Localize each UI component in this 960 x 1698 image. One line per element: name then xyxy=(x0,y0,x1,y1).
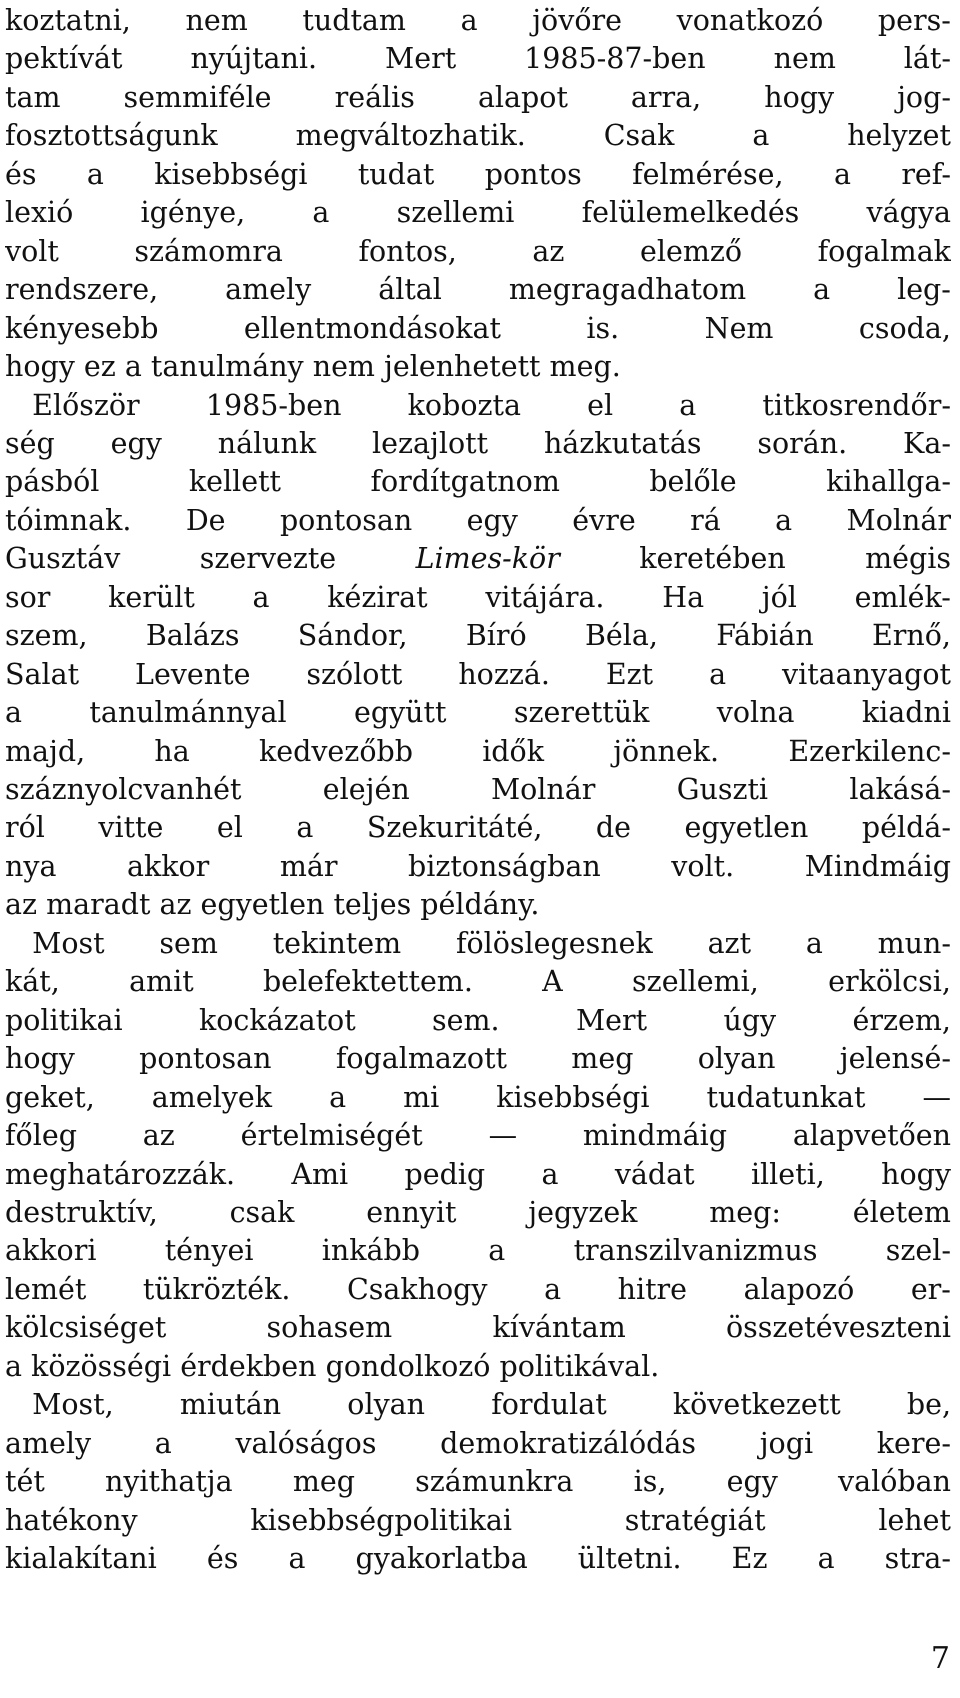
word: lát- xyxy=(903,42,951,76)
text-line xyxy=(5,117,951,155)
word: amelyek xyxy=(151,1080,273,1114)
word: olyan xyxy=(347,1388,426,1422)
word: egy xyxy=(466,503,518,537)
text-line xyxy=(5,540,951,578)
word: valóban xyxy=(838,1465,951,1499)
word: együtt xyxy=(353,696,447,730)
word: Ha xyxy=(662,580,705,614)
word: Levente xyxy=(135,657,251,691)
text-line xyxy=(5,579,951,617)
word: De xyxy=(185,503,226,537)
word: illeti, xyxy=(750,1157,825,1191)
word: Salat xyxy=(5,657,80,691)
word: csoda, xyxy=(858,311,951,345)
text-line xyxy=(5,1348,951,1386)
word: kisebbségpolitikai xyxy=(250,1503,512,1537)
word: a xyxy=(460,4,478,37)
word: nem xyxy=(773,42,836,76)
word: Ezerkilenc- xyxy=(788,734,951,768)
word: Limes-kör xyxy=(415,542,560,576)
word: belefektettem. xyxy=(262,965,473,999)
word: lezajlott xyxy=(372,426,489,460)
text-line xyxy=(5,1040,951,1078)
text-line xyxy=(5,963,951,1001)
word: Béla, xyxy=(584,619,658,653)
word: akkori xyxy=(5,1234,97,1268)
word: pedig xyxy=(404,1157,486,1191)
word: pontosan xyxy=(279,503,413,537)
word: is. xyxy=(586,311,620,345)
word: szólott xyxy=(306,657,403,691)
word: a xyxy=(709,657,727,691)
word: olyan xyxy=(697,1042,776,1076)
text-line xyxy=(5,194,951,232)
word: Nem xyxy=(704,311,774,345)
word: sem. xyxy=(432,1003,500,1037)
word: és xyxy=(206,1542,239,1575)
word: a xyxy=(329,1080,347,1114)
word: kiadni xyxy=(861,696,951,730)
text-line xyxy=(5,2,951,40)
word: idők xyxy=(482,734,544,768)
text-line xyxy=(5,771,951,809)
word: hatékony xyxy=(5,1503,138,1537)
word: kézirat xyxy=(327,580,428,614)
word: gyakorlatba xyxy=(355,1542,528,1575)
text-line xyxy=(5,1540,951,1578)
word: meg: xyxy=(709,1195,781,1229)
word: nya xyxy=(5,849,57,883)
word: lemét xyxy=(5,1272,87,1306)
text-line xyxy=(5,233,951,271)
word: Most, xyxy=(5,1388,114,1422)
word: a xyxy=(312,196,330,230)
word: a xyxy=(541,1157,559,1191)
text-line xyxy=(5,886,951,924)
word: jog- xyxy=(897,80,951,114)
text-line xyxy=(5,1271,951,1309)
word: úgy xyxy=(723,1003,777,1037)
word: pers- xyxy=(877,4,951,37)
text-line xyxy=(5,1386,951,1424)
word: 1985-87-ben xyxy=(524,42,706,76)
text-line xyxy=(5,271,951,309)
word: helyzet xyxy=(847,119,951,153)
line-text: hogy ez a tanulmány nem jelenhetett meg. xyxy=(5,350,621,384)
word: inkább xyxy=(321,1234,420,1268)
word: fogalmak xyxy=(817,234,951,268)
word: kockázatot xyxy=(198,1003,356,1037)
text-line xyxy=(5,1463,951,1501)
word: tudtam xyxy=(302,4,406,37)
word: alapvetően xyxy=(792,1119,951,1153)
word: csak xyxy=(229,1195,295,1229)
word: sor xyxy=(5,580,51,614)
word: lehet xyxy=(878,1503,951,1537)
text-line xyxy=(5,1502,951,1540)
word: Ezt xyxy=(605,657,654,691)
word: a xyxy=(544,1272,562,1306)
word: meghatározzák. xyxy=(5,1157,236,1191)
word: Gusztáv xyxy=(5,542,121,576)
word: a xyxy=(775,503,793,537)
text-line xyxy=(5,425,951,463)
word: er- xyxy=(910,1272,951,1306)
word: kényesebb xyxy=(5,311,159,345)
word: demokratizálódás xyxy=(440,1426,697,1460)
word: ellentmondásokat xyxy=(243,311,501,345)
word: ennyit xyxy=(366,1195,457,1229)
word: el xyxy=(216,811,243,845)
line-text: a közösségi érdekben gondolkozó politikával. xyxy=(5,1349,660,1383)
word: Bíró xyxy=(465,619,527,653)
word: be, xyxy=(906,1388,951,1422)
word: meg xyxy=(292,1465,355,1499)
word: a xyxy=(488,1234,506,1268)
word: példá- xyxy=(861,811,951,845)
word: Szekuritáté, xyxy=(366,811,543,845)
word: jelensé- xyxy=(839,1042,951,1076)
word: vitte xyxy=(98,811,164,845)
word: vitaanyagot xyxy=(782,657,951,691)
word: lakásá- xyxy=(849,773,951,806)
word: jogi xyxy=(759,1426,814,1460)
text-line xyxy=(5,925,951,963)
word: felmérése, xyxy=(632,157,784,191)
word: elemző xyxy=(639,234,743,268)
word: a xyxy=(288,1542,306,1575)
word: az xyxy=(532,234,565,268)
word: meg xyxy=(571,1042,634,1076)
word: a xyxy=(154,1426,172,1460)
word: érzem, xyxy=(852,1003,951,1037)
text-line xyxy=(5,1002,951,1040)
word: ref- xyxy=(901,157,951,191)
word: tudat xyxy=(357,157,435,191)
word: geket, xyxy=(5,1080,95,1114)
word: volt. xyxy=(671,849,735,883)
word: tekintem xyxy=(272,926,402,960)
word: hogy xyxy=(764,80,835,114)
line-text: az maradt az egyetlen teljes példány. xyxy=(5,888,540,922)
word: mégis xyxy=(865,542,951,576)
word: tudatunkat xyxy=(706,1080,866,1114)
word: szellemi xyxy=(396,196,515,230)
word: politikai xyxy=(5,1003,123,1037)
word: jövőre xyxy=(532,4,622,37)
word: kellett xyxy=(188,465,281,499)
word: hozzá. xyxy=(458,657,550,691)
word: és xyxy=(5,157,37,191)
word: Ka- xyxy=(903,426,951,460)
word: pontosan xyxy=(139,1042,272,1076)
word: fontos, xyxy=(358,234,457,268)
text-line xyxy=(5,809,951,847)
word: egy xyxy=(726,1465,778,1499)
word: szervezte xyxy=(199,542,337,576)
word: fölöslegesnek xyxy=(455,926,653,960)
word: — xyxy=(922,1080,951,1114)
word: volna xyxy=(716,696,795,730)
word: mindmáig xyxy=(582,1119,728,1153)
word: számunkra xyxy=(415,1465,574,1499)
text-line xyxy=(5,1425,951,1463)
text-line xyxy=(5,1117,951,1155)
word: kihallga- xyxy=(826,465,951,499)
word: a xyxy=(679,388,697,422)
word: de xyxy=(595,811,632,845)
word: Mert xyxy=(385,42,457,76)
word: vádat xyxy=(614,1157,695,1191)
word: lexió xyxy=(5,196,74,230)
word: tét xyxy=(5,1465,45,1499)
text-line xyxy=(5,1079,951,1117)
word: a xyxy=(5,696,22,730)
word: a xyxy=(817,1542,835,1575)
word: transzilvanizmus xyxy=(573,1234,818,1268)
word: koztatni, xyxy=(5,4,131,37)
word: pektívát xyxy=(5,42,123,76)
word: vonatkozó xyxy=(676,4,824,37)
word: mun- xyxy=(877,926,951,960)
text-line xyxy=(5,310,951,348)
word: belőle xyxy=(649,465,737,499)
word: tam xyxy=(5,80,61,114)
text-line xyxy=(5,348,951,386)
word: házkutatás xyxy=(543,426,702,460)
word: megváltozhatik. xyxy=(295,119,526,153)
word: pásból xyxy=(5,465,100,499)
word: volt xyxy=(5,234,59,268)
word: jól xyxy=(761,580,797,614)
word: nyújtani. xyxy=(190,42,318,76)
word: leg- xyxy=(897,273,951,307)
word: igénye, xyxy=(140,196,246,230)
word: következett xyxy=(672,1388,841,1422)
word: kívántam xyxy=(492,1311,626,1345)
text-line xyxy=(5,463,951,501)
word: kát, xyxy=(5,965,60,999)
word: Mert xyxy=(575,1003,648,1037)
word: Mindmáig xyxy=(804,849,951,883)
word: jegyzek xyxy=(528,1195,638,1229)
word: fordulat xyxy=(491,1388,607,1422)
word: 1985-ben xyxy=(205,388,342,422)
text-line xyxy=(5,1194,951,1232)
word: alapot xyxy=(477,80,568,114)
word: sem xyxy=(159,926,218,960)
word: megragadhatom xyxy=(508,273,747,307)
word: A xyxy=(542,965,563,999)
text-line xyxy=(5,387,951,425)
word: főleg xyxy=(5,1119,77,1153)
word: számomra xyxy=(134,234,283,268)
word: stratégiát xyxy=(624,1503,766,1537)
word: kölcsiséget xyxy=(5,1311,167,1345)
word: száznyolcvanhét xyxy=(5,773,242,806)
word: nálunk xyxy=(217,426,317,460)
word: összetéveszteni xyxy=(725,1311,951,1345)
word: értelmiségét xyxy=(240,1119,423,1153)
word: évre xyxy=(572,503,636,537)
word: miután xyxy=(179,1388,282,1422)
word: vitájára. xyxy=(485,580,605,614)
text-line xyxy=(5,1232,951,1270)
word: fordítgatnom xyxy=(370,465,560,499)
word: kialakítani xyxy=(5,1542,157,1575)
word: a xyxy=(813,273,831,307)
word: Ez xyxy=(731,1542,768,1575)
word: Sándor, xyxy=(297,619,408,653)
text-line xyxy=(5,502,951,540)
word: rá xyxy=(690,503,721,537)
word: ról xyxy=(5,811,45,845)
word: Fábián xyxy=(716,619,814,653)
word: kedvezőbb xyxy=(258,734,413,768)
word: fogalmazott xyxy=(335,1042,507,1076)
page-number: 7 xyxy=(930,1641,950,1676)
word: Molnár xyxy=(490,773,596,806)
word: amely xyxy=(225,273,312,307)
word: kobozta xyxy=(407,388,521,422)
word: mi xyxy=(403,1080,440,1114)
word: a xyxy=(752,119,770,153)
word: a xyxy=(833,157,851,191)
text-line xyxy=(5,79,951,117)
word: biztonságban xyxy=(407,849,601,883)
word: semmiféle xyxy=(123,80,272,114)
word: tényei xyxy=(164,1234,254,1268)
word: Csak xyxy=(603,119,675,153)
word: már xyxy=(279,849,338,883)
word: az xyxy=(142,1119,175,1153)
word: amely xyxy=(5,1426,92,1460)
word: jönnek. xyxy=(613,734,720,768)
word: pontos xyxy=(484,157,582,191)
word: ség xyxy=(5,426,55,460)
word: életem xyxy=(852,1195,951,1229)
word: — xyxy=(488,1119,518,1153)
word: hitre xyxy=(617,1272,688,1306)
word: vágya xyxy=(866,196,951,230)
word: titkosrendőr- xyxy=(762,388,951,422)
word: szel- xyxy=(885,1234,951,1268)
word: destruktív, xyxy=(5,1195,158,1229)
word: sohasem xyxy=(266,1311,393,1345)
word: tükrözték. xyxy=(142,1272,291,1306)
text-line xyxy=(5,733,951,771)
word: hogy xyxy=(881,1157,951,1191)
word: el xyxy=(587,388,614,422)
word: során. xyxy=(757,426,848,460)
word: keretében xyxy=(639,542,786,576)
text-line xyxy=(5,1309,951,1347)
word: a xyxy=(805,926,823,960)
word: majd, xyxy=(5,734,86,768)
word: nem xyxy=(185,4,248,37)
word: a xyxy=(86,157,104,191)
word: alapozó xyxy=(743,1272,855,1306)
word: akkor xyxy=(126,849,210,883)
word: Csakhogy xyxy=(346,1272,488,1306)
word: Ami xyxy=(291,1157,349,1191)
word: arra, xyxy=(630,80,702,114)
word: reális xyxy=(334,80,415,114)
word: kisebbségi xyxy=(154,157,308,191)
word: a xyxy=(252,580,270,614)
text-line xyxy=(5,656,951,694)
text-line xyxy=(5,40,951,78)
word: amit xyxy=(129,965,194,999)
word: elején xyxy=(322,773,410,806)
word: azt xyxy=(707,926,752,960)
word: szem, xyxy=(5,619,88,653)
text-line xyxy=(5,617,951,655)
word: által xyxy=(378,273,442,307)
word: kisebbségi xyxy=(496,1080,650,1114)
word: a xyxy=(296,811,314,845)
word: nyithatja xyxy=(104,1465,233,1499)
word: Most xyxy=(5,926,105,960)
word: ha xyxy=(154,734,190,768)
word: Molnár xyxy=(846,503,951,537)
word: egy xyxy=(110,426,162,460)
word: is, xyxy=(633,1465,667,1499)
text-line xyxy=(5,1156,951,1194)
word: fosztottságunk xyxy=(5,119,218,153)
word: egyetlen xyxy=(684,811,809,845)
word: emlék- xyxy=(854,580,951,614)
word: Guszti xyxy=(676,773,769,806)
text-line xyxy=(5,156,951,194)
word: tanulmánnyal xyxy=(89,696,287,730)
word: Először xyxy=(5,388,140,422)
word: erkölcsi, xyxy=(828,965,951,999)
text-line xyxy=(5,694,951,732)
text-line xyxy=(5,848,951,886)
word: valóságos xyxy=(235,1426,377,1460)
word: kere- xyxy=(876,1426,951,1460)
word: stra- xyxy=(884,1542,951,1575)
word: került xyxy=(108,580,195,614)
word: tóimnak. xyxy=(5,503,132,537)
word: hogy xyxy=(5,1042,75,1076)
word: ültetni. xyxy=(577,1542,682,1575)
word: szellemi, xyxy=(632,965,759,999)
word: Balázs xyxy=(145,619,240,653)
word: szerettük xyxy=(513,696,650,730)
word: Ernő, xyxy=(871,619,951,653)
word: rendszere, xyxy=(5,273,159,307)
word: felülemelkedés xyxy=(581,196,800,230)
